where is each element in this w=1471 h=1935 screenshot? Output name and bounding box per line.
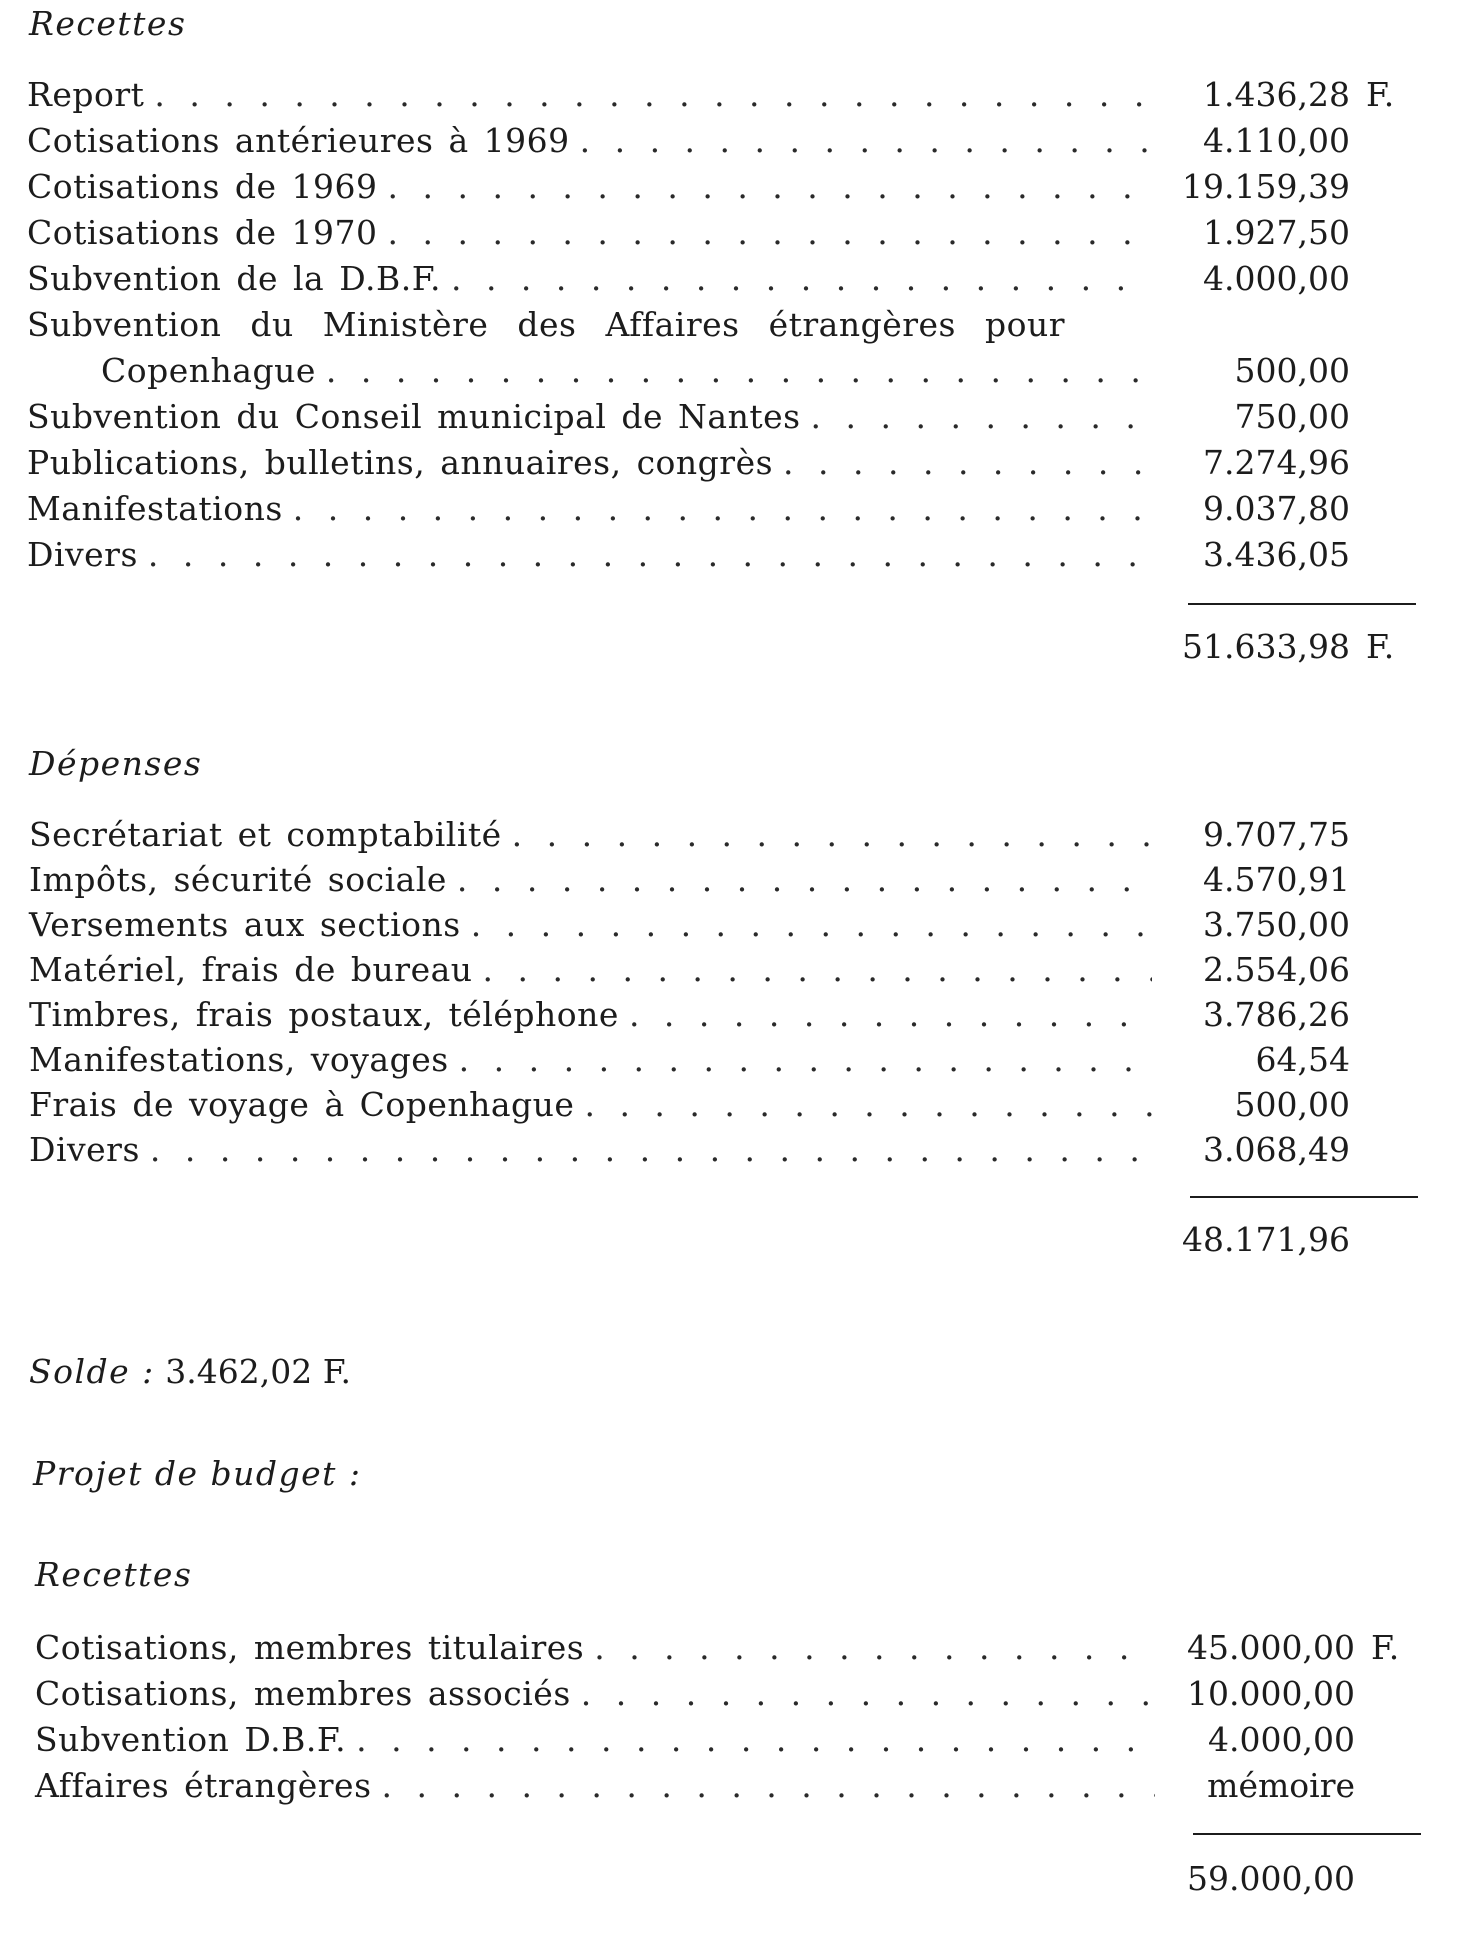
row-amount: mémoire	[1207, 1766, 1355, 1805]
dot-leader	[512, 812, 1152, 858]
recettes-row-1969	[27, 164, 1152, 210]
row-label: Manifestations	[27, 489, 283, 528]
recettes-row-divers	[27, 532, 1152, 578]
row-label: Frais de voyage à Copenhague	[29, 1085, 575, 1124]
row-label: Subvention D.B.F.	[35, 1720, 347, 1759]
row-amount: 500,00	[1234, 351, 1350, 390]
recettes-row-publications	[27, 440, 1152, 486]
dot-leader	[388, 210, 1152, 256]
solde-value: 3.462,02 F.	[165, 1352, 351, 1391]
dot-leader	[457, 857, 1152, 903]
dot-leader	[629, 992, 1152, 1038]
row-amount: 10.000,00	[1187, 1674, 1355, 1713]
recettes-row-1970	[27, 210, 1152, 256]
row-label: Secrétariat et comptabilité	[29, 815, 502, 854]
dot-leader	[459, 1037, 1152, 1083]
dot-leader	[584, 1082, 1152, 1128]
row-label: Timbres, frais postaux, téléphone	[29, 995, 619, 1034]
row-amount: 4.000,00	[1208, 1720, 1355, 1759]
row-amount: 19.159,39	[1182, 167, 1350, 206]
depenses-heading: Dépenses	[29, 744, 203, 783]
depenses-row-materiel	[29, 947, 1152, 993]
row-amount: 3.786,26	[1203, 995, 1350, 1034]
budget-row-dbf	[35, 1717, 1155, 1763]
depenses-row-secretariat	[29, 812, 1152, 858]
dot-leader	[451, 256, 1152, 302]
solde-line	[29, 1352, 351, 1392]
budget-total: 59.000,00	[1187, 1859, 1355, 1898]
depenses-total: 48.171,96	[1182, 1220, 1350, 1259]
depenses-row-timbres	[29, 992, 1152, 1038]
row-amount: 64,54	[1255, 1040, 1350, 1079]
total-rule	[1190, 1196, 1418, 1198]
row-amount: 2.554,06	[1203, 950, 1350, 989]
row-label: Cotisations, membres titulaires	[35, 1628, 585, 1667]
recettes-row-dbf	[27, 256, 1152, 302]
currency-unit: F.	[1366, 627, 1395, 666]
budget-row-titulaires	[35, 1625, 1155, 1671]
row-label: Cotisations de 1970	[27, 213, 378, 252]
dot-leader	[783, 440, 1152, 486]
row-amount: 45.000,00	[1187, 1628, 1355, 1667]
recettes-total: 51.633,98	[1182, 627, 1350, 666]
budget-row-associes	[35, 1671, 1155, 1717]
total-rule	[1188, 603, 1416, 605]
recettes-row-report	[27, 72, 1152, 118]
row-amount: 750,00	[1234, 397, 1350, 436]
row-amount: 4.110,00	[1203, 121, 1350, 160]
dot-leader	[594, 1625, 1155, 1671]
row-label: Versements aux sections	[29, 905, 461, 944]
dot-leader	[811, 394, 1152, 440]
currency-unit: F.	[1371, 1628, 1400, 1667]
dot-leader	[471, 902, 1152, 948]
row-label: Cotisations de 1969	[27, 167, 378, 206]
budget-heading: Projet de budget :	[33, 1454, 362, 1493]
dot-leader	[148, 532, 1152, 578]
dot-leader	[293, 486, 1152, 532]
row-amount: 3.068,49	[1203, 1130, 1350, 1169]
dot-leader	[356, 1717, 1155, 1763]
row-label: Subvention de la D.B.F.	[27, 259, 441, 298]
row-label: Affaires étrangères	[35, 1766, 372, 1805]
budget-recettes-heading: Recettes	[35, 1555, 193, 1594]
depenses-row-divers	[29, 1127, 1152, 1173]
depenses-row-impots	[29, 857, 1152, 903]
dot-leader	[326, 348, 1152, 394]
dot-leader	[581, 1671, 1155, 1717]
row-label: Subvention du Ministère des Affaires étrangères pour	[27, 305, 1065, 344]
dot-leader	[382, 1763, 1155, 1809]
row-amount: 4.570,91	[1203, 860, 1350, 899]
dot-leader	[154, 72, 1152, 118]
row-label: Publications, bulletins, annuaires, congrès	[27, 443, 774, 482]
row-label: Impôts, sécurité sociale	[29, 860, 447, 899]
solde-label: Solde :	[29, 1352, 155, 1391]
row-amount: 3.436,05	[1203, 535, 1350, 574]
row-amount: 3.750,00	[1203, 905, 1350, 944]
recettes-row-ministere-line1	[27, 302, 1152, 348]
row-amount: 1.436,28	[1203, 75, 1350, 114]
recettes-heading: Recettes	[29, 4, 187, 43]
row-amount: 1.927,50	[1203, 213, 1350, 252]
recettes-row-ministere	[101, 348, 1152, 394]
dot-leader	[580, 118, 1152, 164]
row-label: Divers	[29, 1130, 140, 1169]
row-amount: 9.707,75	[1203, 815, 1350, 854]
budget-row-affaires	[35, 1763, 1155, 1809]
dot-leader	[483, 947, 1152, 993]
row-amount: 4.000,00	[1203, 259, 1350, 298]
recettes-row-manifestations	[27, 486, 1152, 532]
row-label: Cotisations antérieures à 1969	[27, 121, 570, 160]
row-label: Divers	[27, 535, 138, 574]
recettes-row-nantes	[27, 394, 1152, 440]
row-label: Subvention du Conseil municipal de Nantes	[27, 397, 801, 436]
row-label: Copenhague	[101, 351, 316, 390]
row-amount: 500,00	[1234, 1085, 1350, 1124]
total-rule	[1193, 1833, 1421, 1835]
row-amount: 7.274,96	[1203, 443, 1350, 482]
row-label: Report	[27, 75, 145, 114]
recettes-row-anterieures	[27, 118, 1152, 164]
dot-leader	[150, 1127, 1152, 1173]
row-label: Matériel, frais de bureau	[29, 950, 473, 989]
row-label: Cotisations, membres associés	[35, 1674, 571, 1713]
dot-leader	[388, 164, 1152, 210]
row-label: Manifestations, voyages	[29, 1040, 449, 1079]
currency-unit: F.	[1366, 75, 1395, 114]
row-amount: 9.037,80	[1203, 489, 1350, 528]
depenses-row-versements	[29, 902, 1152, 948]
depenses-row-manifestations	[29, 1037, 1152, 1083]
depenses-row-copenhague	[29, 1082, 1152, 1128]
